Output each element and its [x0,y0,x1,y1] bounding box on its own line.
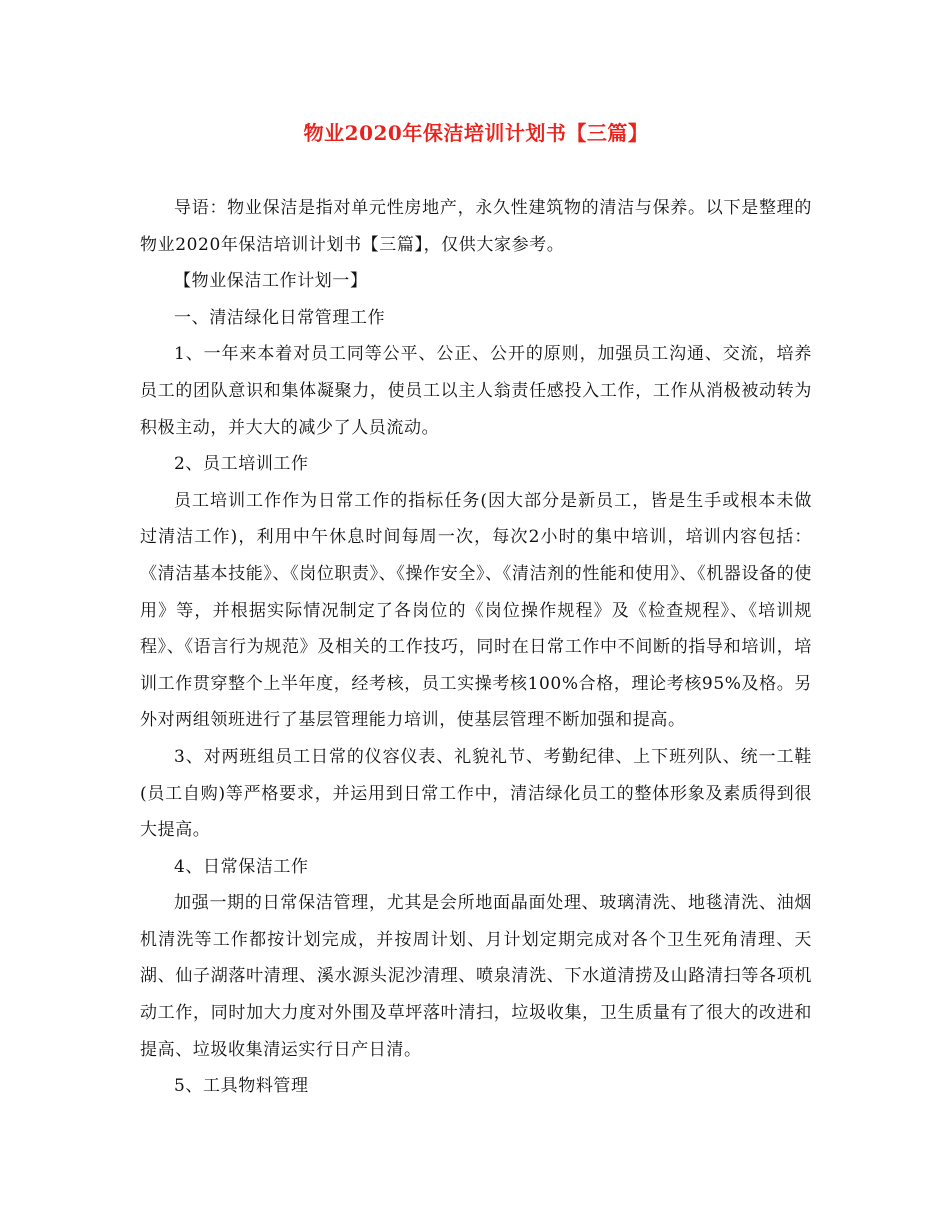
section-heading-daily-management: 一、清洁绿化日常管理工作 [174,307,386,328]
subheading-daily-cleaning: 4、日常保洁工作 [174,856,309,877]
document-title: 物业2020年保洁培训计划书【三篇】 [303,121,649,145]
section-heading-plan-one: 【物业保洁工作计划一】 [174,271,368,292]
document-body [140,190,812,1105]
subheading-training: 2、员工培训工作 [174,454,309,475]
paragraph-item-3: 3、对两班组员工日常的仪容仪表、礼貌礼节、考勤纪律、上下班列队、统一工鞋(员工自购)等严格要求，并运用到日常工作中，清洁绿化员工的整体形象及素质得到很大提高。 [140,746,812,841]
paragraph-item-1: 1、一年来本着对员工同等公平、公正、公开的原则，加强员工沟通、交流，培养员工的团队意识和集体凝聚力，使员工以主人翁责任感投入工作，工作从消极被动转为积极主动，并大大的减少了人员流动。 [140,344,812,438]
paragraph-intro: 导语：物业保洁是指对单元性房地产，永久性建筑物的清洁与保养。以下是整理的物业2020年保洁培训计划书【三篇】，仅供大家参考。 [140,198,812,255]
paragraph-training: 员工培训工作作为日常工作的指标任务(因大部分是新员工，皆是生手或根本未做过清洁工作)，利用中午休息时间每周一次，每次2小时的集中培训，培训内容包括：《清洁基本技能》、《岗位职责》、《操作安全》、《清洁剂的性能和使用》、《机器设备的使用》等，并根据实际情况制定了各岗位的《岗位操作规程》及《检查规程》、《培训规程》、《语言行为规范》及相关的工作技巧，同时在日常工作中不间断的指导和培训，培训工作贯穿整个上半年度，经考核，员工实操考核100%合格，理论考核95%及格。另外对两组领班进行了基层管理能力培训，使基层管理不断加强和提高。 [140,490,812,731]
subheading-tools-materials: 5、工具物料管理 [174,1076,309,1097]
paragraph-daily-cleaning: 加强一期的日常保洁管理，尤其是会所地面晶面处理、玻璃清洗、地毯清洗、油烟机清洗等工作都按计划完成，并按周计划、月计划定期完成对各个卫生死角清理、天湖、仙子湖落叶清理、溪水源头泥沙清理、喷泉清洗、下水道清捞及山路清扫等各项机动工作，同时加大力度对外围及草坪落叶清扫，垃圾收集，卫生质量有了很大的改进和提高、垃圾收集清运实行日产日清。 [140,893,812,1060]
